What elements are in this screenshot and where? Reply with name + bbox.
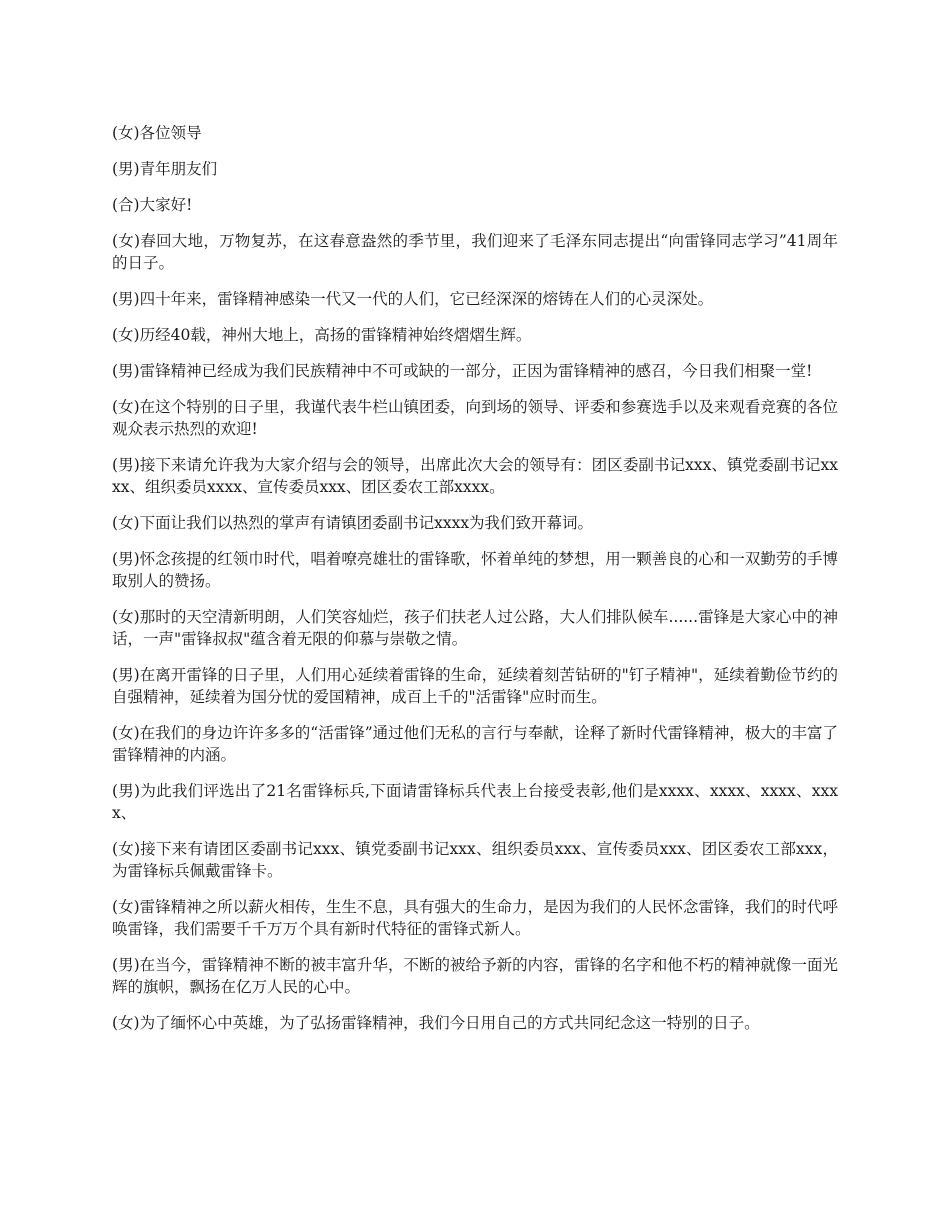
paragraph-17: (女)雷锋精神之所以薪火相传，生生不息，具有强大的生命力，是因为我们的人民怀念雷锋，我们的时代呼唤雷锋，我们需要千千万万个具有新时代特征的雷锋式新人。	[112, 898, 838, 938]
paragraph-2: (男)青年朋友们	[112, 160, 218, 178]
paragraph-13: (男)在离开雷锋的日子里，人们用心延续着雷锋的生命，延续着刻苦钻研的"钉子精神"，延续着勤俭节约的自强精神，延续着为国分忧的爱国精神，成百上千的"活雷锋"应时而生。	[112, 666, 838, 706]
paragraph-1: (女)各位领导	[112, 124, 202, 142]
paragraph-12: (女)那时的天空清新明朗，人们笑容灿烂，孩子们扶老人过公路，大人们排队候车......雷锋是大家心中的神话，一声"雷锋叔叔"蕴含着无限的仰慕与崇敬之情。	[112, 608, 838, 648]
paragraph-16: (女)接下来有请团区委副书记xxx、镇党委副书记xxx、组织委员xxx、宣传委员xxx、团区委农工部xxx，为雷锋标兵佩戴雷锋卡。	[112, 840, 838, 880]
paragraph-6: (女)历经40载，神州大地上，高扬的雷锋精神始终熠熠生辉。	[112, 326, 532, 344]
paragraph-10: (女)下面让我们以热烈的掌声有请镇团委副书记xxxx为我们致开幕词。	[112, 514, 594, 532]
paragraph-19: (女)为了缅怀心中英雄，为了弘扬雷锋精神，我们今日用自己的方式共同纪念这一特别的日子。	[112, 1014, 760, 1032]
paragraph-18: (男)在当今，雷锋精神不断的被丰富升华，不断的被给予新的内容，雷锋的名字和他不朽的精神就像一面光辉的旗帜，飘扬在亿万人民的心中。	[112, 956, 838, 996]
paragraph-7: (男)雷锋精神已经成为我们民族精神中不可或缺的一部分，正因为雷锋精神的感召，今日我们相聚一堂!	[112, 362, 813, 380]
paragraph-9: (男)接下来请允许我为大家介绍与会的领导，出席此次大会的领导有：团区委副书记xxx、镇党委副书记xxxx、组织委员xxxx、宣传委员xxx、团区委农工部xxxx。	[112, 456, 838, 496]
paragraph-4: (女)春回大地，万物复苏，在这春意盎然的季节里，我们迎来了毛泽东同志提出“向雷锋同志学习”41周年的日子。	[112, 232, 838, 272]
paragraph-11: (男)怀念孩提的红领巾时代，唱着嘹亮雄壮的雷锋歌，怀着单纯的梦想，用一颗善良的心和一双勤劳的手博取别人的赞扬。	[112, 550, 838, 590]
paragraph-3: (合)大家好!	[112, 196, 193, 214]
paragraph-15: (男)为此我们评选出了21名雷锋标兵,下面请雷锋标兵代表上台接受表彰,他们是xxxx、xxxx、xxxx、xxxx、	[112, 782, 838, 822]
paragraph-14: (女)在我们的身边许许多多的“活雷锋”通过他们无私的言行与奉献，诠释了新时代雷锋精神，极大的丰富了雷锋精神的内涵。	[112, 724, 838, 764]
paragraph-8: (女)在这个特别的日子里，我谨代表牛栏山镇团委，向到场的领导、评委和参赛选手以及来观看竞赛的各位观众表示热烈的欢迎!	[112, 398, 838, 438]
paragraph-5: (男)四十年来，雷锋精神感染一代又一代的人们，它已经深深的熔铸在人们的心灵深处。	[112, 290, 714, 308]
document-page	[112, 122, 838, 1048]
